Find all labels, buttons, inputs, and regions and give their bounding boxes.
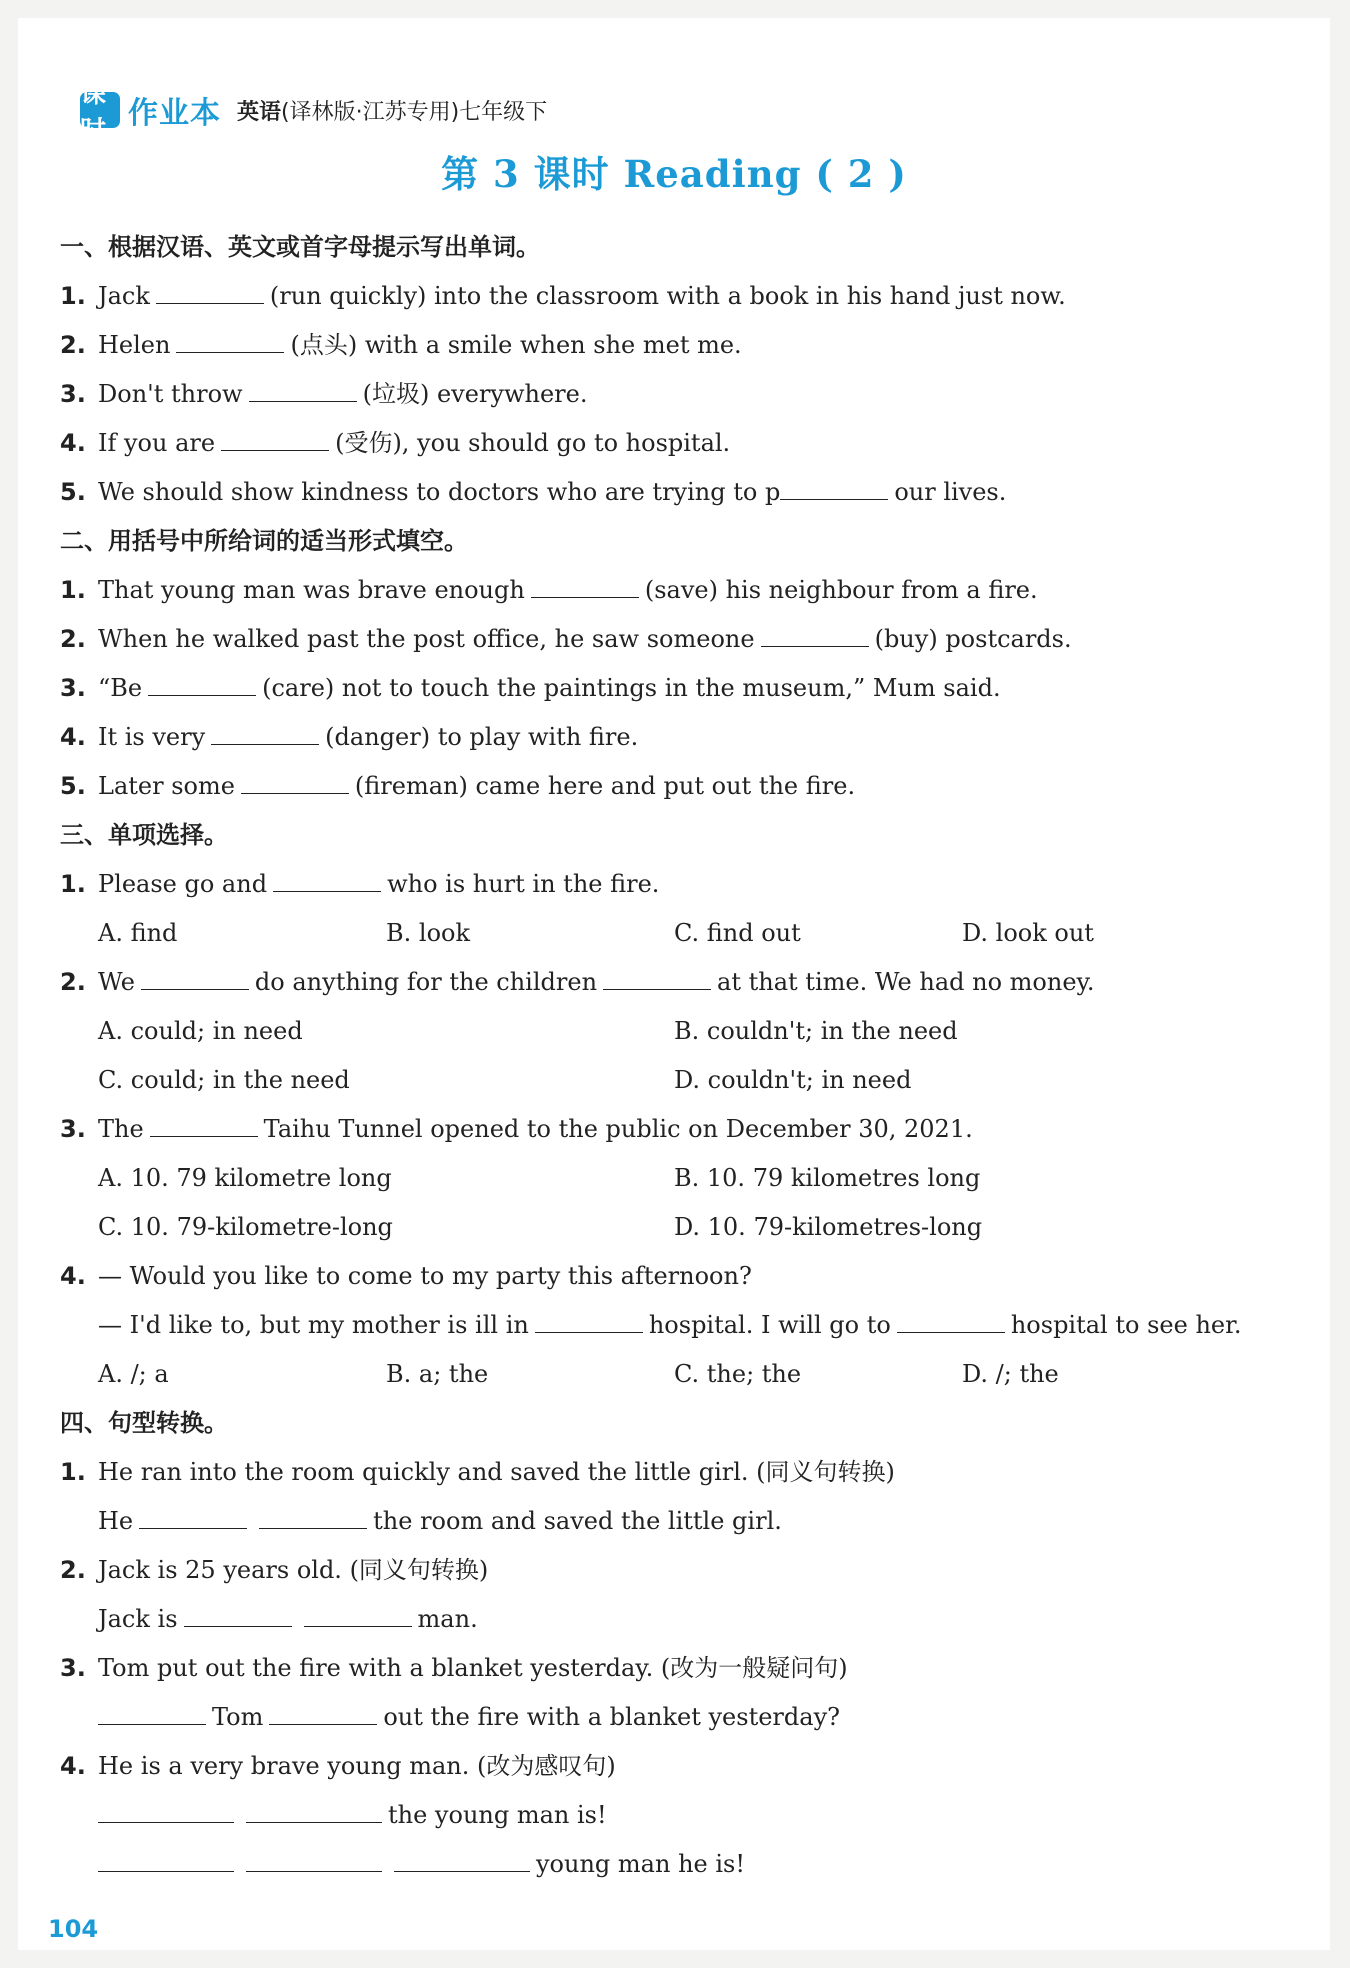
- answer-blank[interactable]: [211, 720, 319, 745]
- question-number: 2.: [60, 331, 86, 359]
- answer-blank[interactable]: [780, 475, 888, 500]
- question-text: We: [98, 968, 135, 996]
- question-number: 2.: [60, 1556, 86, 1584]
- question-text: (受伤), you should go to hospital.: [335, 429, 731, 457]
- question: [60, 860, 1310, 909]
- answer-blank[interactable]: [394, 1847, 530, 1872]
- answer-blank[interactable]: [139, 1504, 247, 1529]
- question-text: (danger) to play with fire.: [325, 723, 639, 751]
- question-number: 5.: [60, 478, 86, 506]
- question: [60, 419, 1310, 468]
- question-text: do anything for the children: [254, 968, 598, 996]
- answer-line: [60, 1693, 1310, 1742]
- option-d[interactable]: D. /; the: [962, 1360, 1059, 1388]
- answer-blank[interactable]: [98, 1700, 206, 1725]
- question-text: If you are: [98, 429, 216, 457]
- question-text: Don't throw: [98, 380, 243, 408]
- question-number: 4.: [60, 429, 86, 457]
- answer-blank[interactable]: [259, 1504, 367, 1529]
- brand-box: 课时: [80, 92, 120, 128]
- question-number: 1.: [60, 282, 86, 310]
- option-d[interactable]: D. 10. 79-kilometres-long: [674, 1213, 983, 1241]
- question: [60, 370, 1310, 419]
- question-number: 5.: [60, 772, 86, 800]
- option-a[interactable]: A. /; a: [98, 1360, 169, 1388]
- question: [60, 1742, 1310, 1791]
- question: [60, 272, 1310, 321]
- question-text: (save) his neighbour from a fire.: [644, 576, 1038, 604]
- question-text: The: [98, 1115, 144, 1143]
- answer-prefix: Jack is: [98, 1605, 178, 1633]
- question-text: Later some: [98, 772, 235, 800]
- question-number: 1.: [60, 1458, 86, 1486]
- question-text: We should show kindness to doctors who are trying to p: [98, 478, 781, 506]
- question: [60, 1448, 1310, 1497]
- answer-middle: Tom: [212, 1703, 264, 1731]
- answer-blank[interactable]: [897, 1308, 1005, 1333]
- answer-blank[interactable]: [98, 1798, 234, 1823]
- question-number: 2.: [60, 968, 86, 996]
- option-b[interactable]: B. couldn't; in the need: [674, 1017, 958, 1045]
- answer-blank[interactable]: [98, 1847, 234, 1872]
- answer-line: [60, 1791, 1310, 1840]
- worksheet-page: [18, 18, 1330, 1950]
- options-row: [60, 1154, 1310, 1203]
- option-a[interactable]: A. 10. 79 kilometre long: [98, 1164, 392, 1192]
- options-row: [60, 909, 1310, 958]
- answer-blank[interactable]: [150, 1112, 258, 1137]
- answer-suffix: the young man is!: [388, 1801, 607, 1829]
- answer-suffix: the room and saved the little girl.: [373, 1507, 782, 1535]
- question-number: 3.: [60, 674, 86, 702]
- question-text: He ran into the room quickly and saved the little girl. (同义句转换): [98, 1458, 895, 1486]
- question-text: That young man was brave enough: [98, 576, 525, 604]
- question-text: who is hurt in the fire.: [387, 870, 660, 898]
- question: [60, 713, 1310, 762]
- question: [60, 762, 1310, 811]
- question-number: 4.: [60, 1752, 86, 1780]
- question-text: — Would you like to come to my party this afternoon?: [98, 1262, 752, 1290]
- question-text: Helen: [98, 331, 171, 359]
- question-text: (run quickly) into the classroom with a book in his hand just now.: [269, 282, 1066, 310]
- question-text: (点头) with a smile when she met me.: [290, 331, 742, 359]
- option-a[interactable]: A. find: [98, 919, 178, 947]
- question: [60, 1252, 1310, 1301]
- question: [60, 615, 1310, 664]
- brand-logo: [80, 79, 221, 146]
- lesson-title: 第 3 课时 Reading ( 2 ): [441, 152, 907, 196]
- question-number: 3.: [60, 380, 86, 408]
- question-text: Jack is 25 years old. (同义句转换): [98, 1556, 489, 1584]
- exercise-content: [60, 223, 1310, 1889]
- question-continuation: [60, 1301, 1310, 1350]
- option-c[interactable]: C. find out: [674, 919, 801, 947]
- question-text: It is very: [98, 723, 206, 751]
- question: [60, 1644, 1310, 1693]
- question-text: (垃圾) everywhere.: [362, 380, 588, 408]
- page-number: 104: [48, 1915, 99, 1943]
- question-number: 2.: [60, 625, 86, 653]
- answer-blank[interactable]: [176, 328, 284, 353]
- question-number: 4.: [60, 723, 86, 751]
- answer-blank[interactable]: [269, 1700, 377, 1725]
- question: [60, 1546, 1310, 1595]
- question: [60, 664, 1310, 713]
- options-row: [60, 1007, 1310, 1056]
- answer-blank[interactable]: [273, 867, 381, 892]
- answer-blank[interactable]: [246, 1798, 382, 1823]
- question-number: 1.: [60, 576, 86, 604]
- answer-suffix: young man he is!: [536, 1850, 745, 1878]
- question-text: (care) not to touch the paintings in the museum,” Mum said.: [262, 674, 1001, 702]
- option-b[interactable]: B. 10. 79 kilometres long: [674, 1164, 981, 1192]
- question-text: — I'd like to, but my mother is ill in: [98, 1311, 529, 1339]
- section-heading-3: 三、单项选择。: [60, 821, 228, 849]
- answer-blank[interactable]: [249, 377, 357, 402]
- answer-suffix: man.: [417, 1605, 478, 1633]
- option-c[interactable]: C. the; the: [674, 1360, 802, 1388]
- brand-name: 作业本: [128, 96, 221, 131]
- question-text: He is a very brave young man. (改为感叹句): [98, 1752, 616, 1780]
- answer-suffix: out the fire with a blanket yesterday?: [383, 1703, 840, 1731]
- subject: 英语: [237, 99, 282, 125]
- answer-blank[interactable]: [246, 1847, 382, 1872]
- option-b[interactable]: B. look: [386, 919, 471, 947]
- question-text: (fireman) came here and put out the fire.: [354, 772, 856, 800]
- section-heading-4: 四、句型转换。: [60, 1409, 228, 1437]
- answer-blank[interactable]: [761, 622, 869, 647]
- question-text: Tom put out the fire with a blanket yesterday. (改为一般疑问句): [98, 1654, 848, 1682]
- option-c[interactable]: C. could; in the need: [98, 1066, 350, 1094]
- question-text: (buy) postcards.: [874, 625, 1072, 653]
- question-number: 3.: [60, 1115, 86, 1143]
- option-c[interactable]: C. 10. 79-kilometre-long: [98, 1213, 393, 1241]
- edition: (译林版·江苏专用)七年级下: [281, 99, 548, 125]
- answer-blank[interactable]: [603, 965, 711, 990]
- answer-blank[interactable]: [221, 426, 329, 451]
- question-text: Taihu Tunnel opened to the public on December 30, 2021.: [263, 1115, 973, 1143]
- question: [60, 566, 1310, 615]
- question-number: 1.: [60, 870, 86, 898]
- question-number: 4.: [60, 1262, 86, 1290]
- option-b[interactable]: B. a; the: [386, 1360, 489, 1388]
- option-d[interactable]: D. look out: [962, 919, 1094, 947]
- question-text: hospital to see her.: [1010, 1311, 1242, 1339]
- answer-blank[interactable]: [531, 573, 639, 598]
- options-row: [60, 1203, 1310, 1252]
- subject-label: [237, 95, 547, 126]
- option-a[interactable]: A. could; in need: [98, 1017, 303, 1045]
- question-text: at that time. We had no money.: [717, 968, 1095, 996]
- question-number: 3.: [60, 1654, 86, 1682]
- options-row: [60, 1056, 1310, 1105]
- header: [80, 79, 548, 146]
- question: [60, 321, 1310, 370]
- answer-blank[interactable]: [148, 671, 256, 696]
- answer-blank[interactable]: [184, 1602, 292, 1627]
- answer-blank[interactable]: [156, 279, 264, 304]
- answer-blank[interactable]: [241, 769, 349, 794]
- section-heading-2: 二、用括号中所给词的适当形式填空。: [60, 527, 468, 555]
- question-text: Jack: [98, 282, 150, 310]
- question-text: “Be: [98, 674, 143, 702]
- question: [60, 958, 1310, 1007]
- question-text: hospital. I will go to: [648, 1311, 891, 1339]
- answer-line: [60, 1497, 1310, 1546]
- question-text: Please go and: [98, 870, 268, 898]
- question: [60, 468, 1310, 517]
- section-heading-1: 一、根据汉语、英文或首字母提示写出单词。: [60, 233, 540, 261]
- answer-line: [60, 1840, 1310, 1889]
- options-row: [60, 1350, 1310, 1399]
- question-text: When he walked past the post office, he saw someone: [98, 625, 755, 653]
- option-d[interactable]: D. couldn't; in need: [674, 1066, 912, 1094]
- question: [60, 1105, 1310, 1154]
- question-text: our lives.: [894, 478, 1007, 506]
- answer-blank[interactable]: [304, 1602, 412, 1627]
- answer-blank[interactable]: [535, 1308, 643, 1333]
- answer-prefix: He: [98, 1507, 134, 1535]
- answer-blank[interactable]: [141, 965, 249, 990]
- answer-line: [60, 1595, 1310, 1644]
